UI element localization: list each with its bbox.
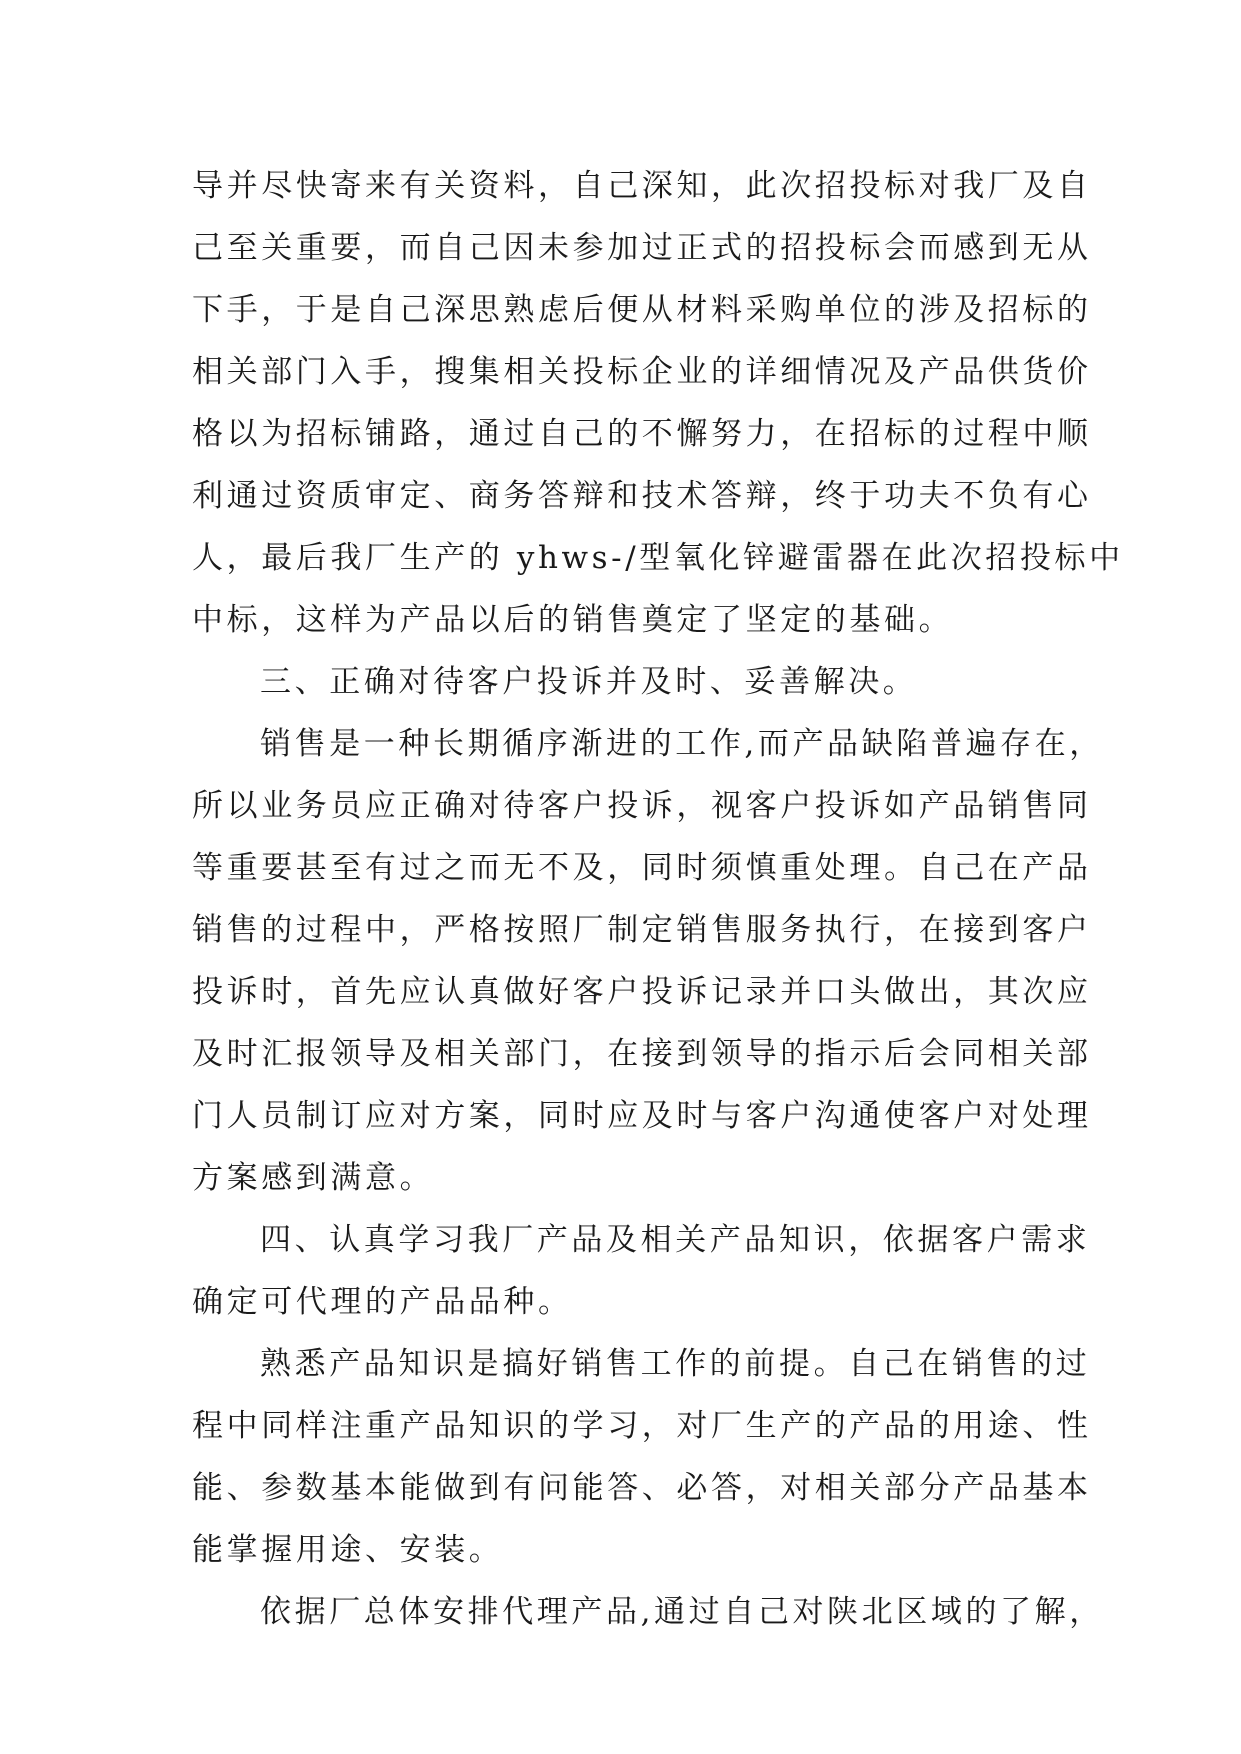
text-line: 方案感到满意。: [192, 1160, 435, 1196]
text-line: 熟悉产品知识是搞好销售工作的前提。自己在销售的过: [260, 1346, 1091, 1382]
text-line: 程中同样注重产品知识的学习，对厂生产的产品的用途、性: [192, 1408, 1092, 1444]
text-line: 销售是一种长期循序渐进的工作,而产品缺陷普遍存在，: [260, 726, 1104, 762]
text-line: 中标，这样为产品以后的销售奠定了坚定的基础。: [192, 602, 954, 638]
text-line: 确定可代理的产品品种。: [192, 1284, 573, 1320]
text-line: 依据厂总体安排代理产品,通过自己对陕北区域的了解，: [260, 1594, 1104, 1630]
text-line: 三、正确对待客户投诉并及时、妥善解决。: [260, 664, 918, 700]
text-line: 人，最后我厂生产的 yhws-/型氧化锌避雷器在此次招投标中: [192, 540, 1124, 576]
text-line: 投诉时，首先应认真做好客户投诉记录并口头做出，其次应: [192, 974, 1092, 1010]
document-body: [192, 155, 1124, 1643]
text-line: 导并尽快寄来有关资料，自己深知，此次招投标对我厂及自: [192, 168, 1092, 204]
text-line: 能、参数基本能做到有问能答、必答，对相关部分产品基本: [192, 1470, 1092, 1506]
text-line: 及时汇报领导及相关部门，在接到领导的指示后会同相关部: [192, 1036, 1092, 1072]
text-line: 相关部门入手，搜集相关投标企业的详细情况及产品供货价: [192, 354, 1092, 390]
text-line: 所以业务员应正确对待客户投诉，视客户投诉如产品销售同: [192, 788, 1092, 824]
text-line: 利通过资质审定、商务答辩和技术答辩，终于功夫不负有心: [192, 478, 1092, 514]
text-line: 下手，于是自己深思熟虑后便从材料采购单位的涉及招标的: [192, 292, 1092, 328]
text-line: 四、认真学习我厂产品及相关产品知识，依据客户需求: [260, 1222, 1091, 1258]
text-line: 格以为招标铺路，通过自己的不懈努力，在招标的过程中顺: [192, 416, 1092, 452]
text-line: 销售的过程中，严格按照厂制定销售服务执行，在接到客户: [192, 912, 1092, 948]
text-line: 己至关重要，而自己因未参加过正式的招投标会而感到无从: [192, 230, 1092, 266]
text-line: 等重要甚至有过之而无不及，同时须慎重处理。自己在产品: [192, 850, 1092, 886]
text-line: 能掌握用途、安装。: [192, 1532, 504, 1568]
text-line: 门人员制订应对方案，同时应及时与客户沟通使客户对处理: [192, 1098, 1092, 1134]
